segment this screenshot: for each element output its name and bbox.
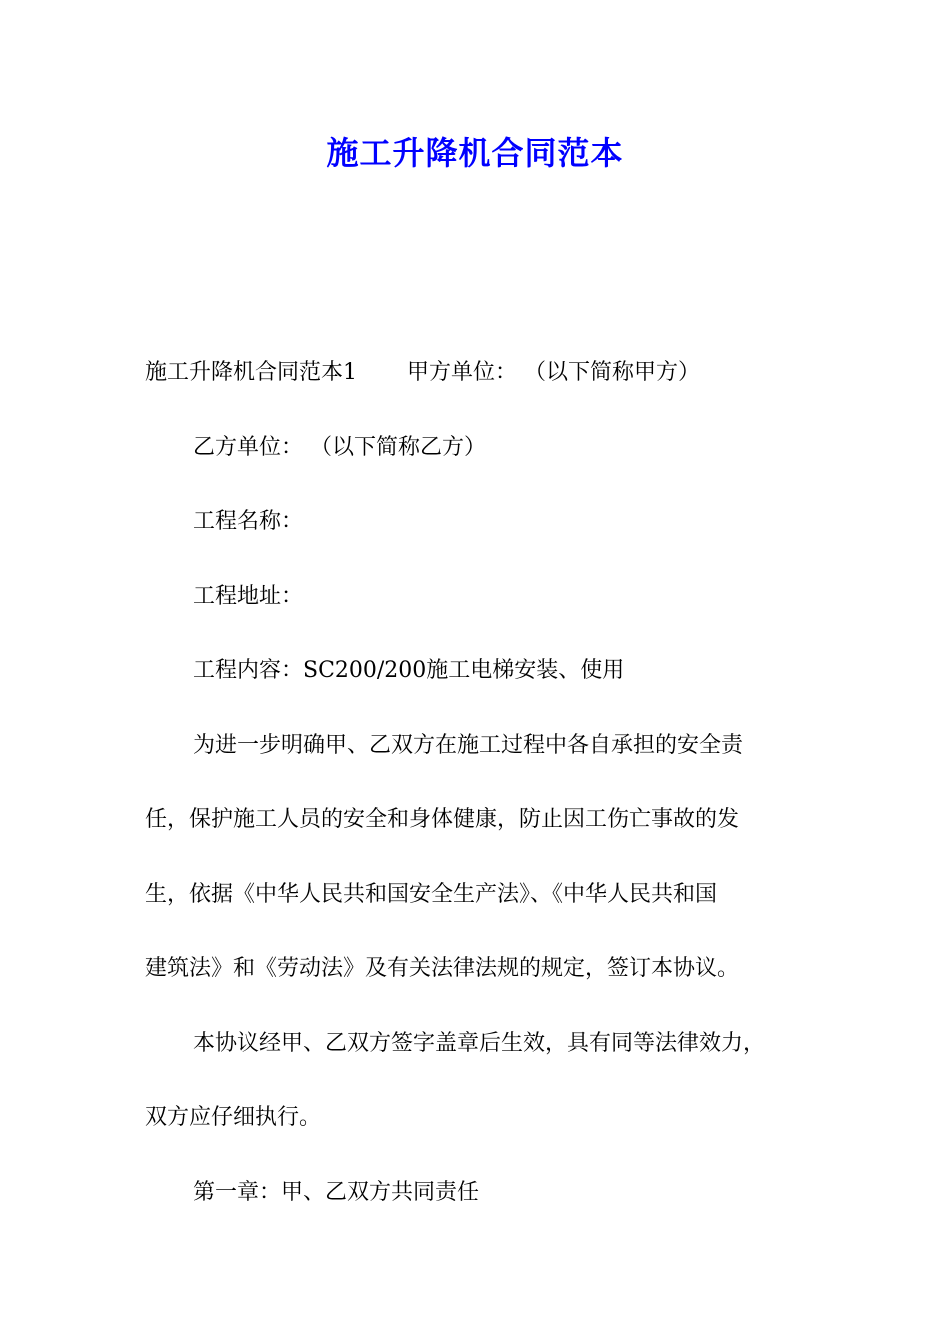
paragraph-line: 双方应仔细执行。 [145,1105,322,1130]
paragraph-line: 本协议经甲、乙双方签字盖章后生效，具有同等法律效力， [193,1030,766,1056]
paragraph-line: 生，依据《中华人民共和国安全生产法》、《中华人民共和国 [145,881,718,907]
project-content-field: 工程内容：SC200/200施工电梯安装、使用 [193,658,625,683]
project-address-field: 工程地址： [193,583,304,609]
project-name-field: 工程名称： [193,509,304,534]
party-a-field: 甲方单位： （以下简称甲方） [407,360,700,385]
text-line-first [145,336,817,411]
contract-sample-label: 施工升降机合同范本1 [145,360,357,385]
chapter-heading: 第一章：甲、乙双方共同责任 [193,1179,480,1205]
paragraph-line: 为进一步明确甲、乙双方在施工过程中各自承担的安全责 [193,732,744,758]
paragraph-line: 任，保护施工人员的安全和身体健康，防止因工伤亡事故的发 [145,807,740,832]
document-title: 施工升降机合同范本 [326,134,624,172]
party-b-field: 乙方单位： （以下简称乙方） [193,434,486,460]
paragraph-line: 建筑法》和《劳动法》及有关法律法规的规定，签订本协议。 [145,956,740,981]
document-body [145,336,817,1230]
